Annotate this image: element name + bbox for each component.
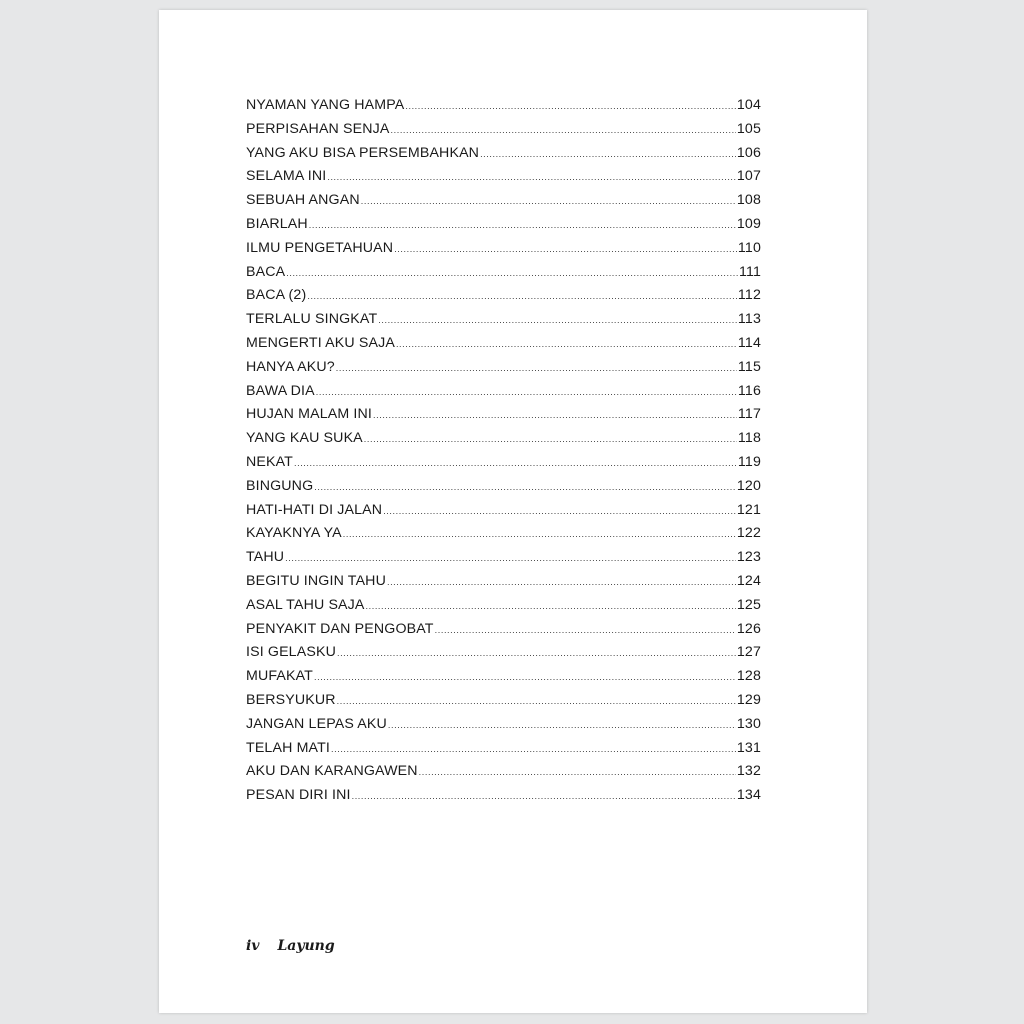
toc-entry-page-number: 129 bbox=[736, 691, 761, 708]
toc-entry bbox=[246, 335, 761, 359]
toc-entry-page-number: 114 bbox=[737, 334, 761, 351]
toc-entry bbox=[246, 478, 761, 502]
footer-book-title: Layung bbox=[277, 938, 335, 954]
toc-dot-leader bbox=[387, 578, 736, 587]
toc-entry bbox=[246, 502, 761, 526]
toc-dot-leader bbox=[366, 602, 736, 611]
toc-entry bbox=[246, 240, 761, 264]
toc-entry bbox=[246, 145, 761, 169]
toc-entry-page-number: 106 bbox=[736, 144, 761, 161]
toc-dot-leader bbox=[337, 697, 736, 706]
toc-entry-page-number: 116 bbox=[737, 382, 761, 399]
toc-entry bbox=[246, 97, 761, 121]
toc-entry-title: SEBUAH ANGAN bbox=[246, 192, 360, 209]
toc-dot-leader bbox=[435, 626, 736, 635]
toc-entry-page-number: 132 bbox=[736, 763, 761, 780]
toc-entry-page-number: 131 bbox=[736, 739, 761, 756]
toc-dot-leader bbox=[294, 459, 737, 468]
page-footer bbox=[246, 938, 335, 954]
toc-entry-title: HATI-HATI DI JALAN bbox=[246, 501, 383, 518]
toc-entry-title: YANG KAU SUKA bbox=[246, 430, 363, 447]
toc-entry-page-number: 128 bbox=[736, 668, 761, 685]
toc-entry-title: YANG AKU BISA PERSEMBAHKAN bbox=[246, 144, 480, 161]
toc-entry bbox=[246, 454, 761, 478]
toc-entry-title: PENYAKIT DAN PENGOBAT bbox=[246, 620, 434, 637]
toc-entry-title: ASAL TAHU SAJA bbox=[246, 596, 365, 613]
toc-entry-title: BEGITU INGIN TAHU bbox=[246, 572, 386, 589]
toc-dot-leader bbox=[309, 221, 736, 230]
toc-entry-title: BAWA DIA bbox=[246, 382, 315, 399]
toc-entry-title: PERPISAHAN SENJA bbox=[246, 120, 390, 137]
toc-dot-leader bbox=[343, 530, 736, 539]
toc-entry bbox=[246, 359, 761, 383]
toc-entry bbox=[246, 597, 761, 621]
toc-entry-title: PESAN DIRI INI bbox=[246, 787, 351, 804]
toc-dot-leader bbox=[364, 435, 737, 444]
toc-entry-page-number: 107 bbox=[736, 168, 761, 185]
toc-entry-page-number: 111 bbox=[738, 263, 761, 280]
table-of-contents bbox=[246, 97, 761, 811]
toc-entry-page-number: 122 bbox=[736, 525, 761, 542]
toc-entry bbox=[246, 573, 761, 597]
toc-entry bbox=[246, 644, 761, 668]
toc-entry-page-number: 117 bbox=[737, 406, 761, 423]
toc-entry bbox=[246, 192, 761, 216]
toc-dot-leader bbox=[383, 507, 736, 516]
toc-entry bbox=[246, 763, 761, 787]
toc-entry bbox=[246, 525, 761, 549]
toc-entry bbox=[246, 668, 761, 692]
toc-entry-page-number: 104 bbox=[736, 97, 761, 113]
toc-entry-page-number: 123 bbox=[736, 549, 761, 566]
toc-dot-leader bbox=[331, 745, 736, 754]
toc-dot-leader bbox=[337, 649, 736, 658]
toc-entry-page-number: 109 bbox=[736, 215, 761, 232]
toc-dot-leader bbox=[352, 792, 736, 801]
toc-entry-page-number: 121 bbox=[736, 501, 761, 518]
toc-entry-title: HANYA AKU? bbox=[246, 358, 335, 375]
toc-dot-leader bbox=[388, 721, 736, 730]
toc-dot-leader bbox=[314, 673, 736, 682]
toc-entry-title: TAHU bbox=[246, 549, 285, 566]
toc-entry-page-number: 112 bbox=[737, 287, 761, 304]
toc-dot-leader bbox=[396, 340, 737, 349]
toc-entry-page-number: 105 bbox=[736, 120, 761, 137]
toc-dot-leader bbox=[286, 269, 738, 278]
toc-entry-page-number: 113 bbox=[737, 311, 761, 328]
toc-entry-title: BERSYUKUR bbox=[246, 691, 336, 708]
toc-entry-title: ILMU PENGETAHUAN bbox=[246, 239, 394, 256]
toc-entry-page-number: 126 bbox=[736, 620, 761, 637]
toc-entry-page-number: 124 bbox=[736, 572, 761, 589]
toc-entry bbox=[246, 692, 761, 716]
toc-dot-leader bbox=[314, 483, 736, 492]
toc-entry-title: BACA (2) bbox=[246, 287, 307, 304]
toc-entry-page-number: 110 bbox=[737, 239, 761, 256]
toc-entry bbox=[246, 383, 761, 407]
toc-entry bbox=[246, 406, 761, 430]
toc-entry-page-number: 115 bbox=[737, 358, 761, 375]
toc-dot-leader bbox=[307, 292, 737, 301]
footer-page-number: iv bbox=[246, 938, 260, 954]
toc-entry-title: SELAMA INI bbox=[246, 168, 327, 185]
toc-entry bbox=[246, 621, 761, 645]
toc-entry-page-number: 130 bbox=[736, 715, 761, 732]
toc-entry bbox=[246, 311, 761, 335]
toc-entry bbox=[246, 740, 761, 764]
toc-entry bbox=[246, 121, 761, 145]
toc-dot-leader bbox=[373, 411, 737, 420]
toc-dot-leader bbox=[391, 126, 736, 135]
toc-entry bbox=[246, 549, 761, 573]
toc-entry-title: BINGUNG bbox=[246, 477, 314, 494]
toc-dot-leader bbox=[336, 364, 737, 373]
toc-entry-page-number: 125 bbox=[736, 596, 761, 613]
toc-entry-title: ISI GELASKU bbox=[246, 644, 336, 661]
toc-entry-title: TELAH MATI bbox=[246, 739, 331, 756]
toc-dot-leader bbox=[361, 197, 736, 206]
toc-entry-page-number: 108 bbox=[736, 192, 761, 209]
toc-dot-leader bbox=[327, 173, 736, 182]
toc-entry-title: MENGERTI AKU SAJA bbox=[246, 334, 395, 351]
toc-entry bbox=[246, 716, 761, 740]
toc-dot-leader bbox=[405, 102, 736, 111]
toc-entry-title: KAYAKNYA YA bbox=[246, 525, 342, 542]
toc-dot-leader bbox=[419, 768, 736, 777]
toc-entry-page-number: 119 bbox=[737, 453, 761, 470]
toc-dot-leader bbox=[378, 316, 737, 325]
toc-dot-leader bbox=[480, 150, 736, 159]
toc-entry-title: NYAMAN YANG HAMPA bbox=[246, 97, 405, 113]
toc-entry-page-number: 118 bbox=[737, 430, 761, 447]
toc-entry bbox=[246, 430, 761, 454]
toc-entry-title: BIARLAH bbox=[246, 215, 308, 232]
toc-entry-title: TERLALU SINGKAT bbox=[246, 311, 378, 328]
toc-dot-leader bbox=[285, 554, 736, 563]
toc-entry bbox=[246, 264, 761, 288]
toc-entry-title: JANGAN LEPAS AKU bbox=[246, 715, 387, 732]
toc-entry bbox=[246, 168, 761, 192]
toc-dot-leader bbox=[394, 245, 737, 254]
toc-entry-page-number: 127 bbox=[736, 644, 761, 661]
toc-entry bbox=[246, 787, 761, 811]
toc-entry-page-number: 134 bbox=[736, 787, 761, 804]
toc-entry-title: AKU DAN KARANGAWEN bbox=[246, 763, 418, 780]
toc-entry-page-number: 120 bbox=[736, 477, 761, 494]
toc-dot-leader bbox=[316, 388, 737, 397]
toc-entry-title: HUJAN MALAM INI bbox=[246, 406, 373, 423]
toc-entry bbox=[246, 287, 761, 311]
toc-entry-title: BACA bbox=[246, 263, 286, 280]
toc-entry bbox=[246, 216, 761, 240]
toc-entry-title: MUFAKAT bbox=[246, 668, 313, 685]
toc-entry-title: NEKAT bbox=[246, 453, 293, 470]
